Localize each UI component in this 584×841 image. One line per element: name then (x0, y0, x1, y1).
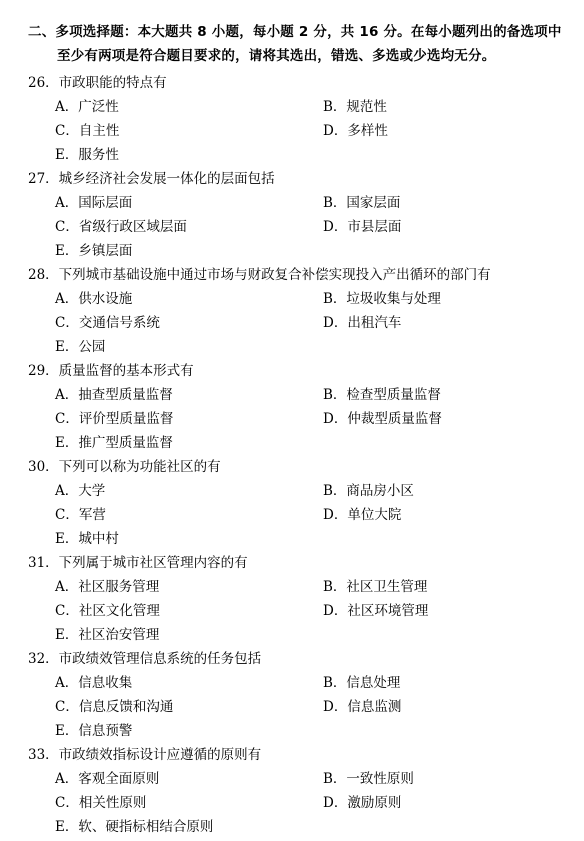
option-e: E．信息预警 (55, 723, 133, 739)
question-stem: 26．市政职能的特点有 (28, 75, 167, 91)
option-a: A．社区服务管理 (55, 579, 160, 595)
option-b: B．一致性原则 (323, 771, 414, 787)
question-31 (0, 553, 584, 649)
option-d: D．多样性 (323, 123, 388, 139)
option-d: D．仲裁型质量监督 (323, 411, 442, 427)
option-b: B．检查型质量监督 (323, 387, 441, 403)
option-e: E．公园 (55, 339, 106, 355)
question-stem: 32．市政绩效管理信息系统的任务包括 (28, 651, 262, 667)
option-b: B．信息处理 (323, 675, 401, 691)
option-d: D．市县层面 (323, 219, 402, 235)
section-header-line-1: 二、多项选择题：本大题共 8 小题，每小题 2 分，共 16 分。在每小题列出的备选项中 (28, 24, 562, 40)
question-27 (0, 169, 584, 265)
option-e: E．城中村 (55, 531, 119, 547)
question-stem: 30．下列可以称为功能社区的有 (28, 459, 221, 475)
option-e: E．推广型质量监督 (55, 435, 173, 451)
option-e: E．服务性 (55, 147, 119, 163)
option-b: B．垃圾收集与处理 (323, 291, 441, 307)
section-header-line-2: 至少有两项是符合题目要求的，请将其选出，错选、多选或少选均无分。 (57, 48, 496, 64)
option-b: B．国家层面 (323, 195, 401, 211)
option-b: B．规范性 (323, 99, 387, 115)
option-c: C．省级行政区域层面 (55, 219, 187, 235)
option-a: A．抽查型质量监督 (55, 387, 173, 403)
option-a: A．信息收集 (55, 675, 133, 691)
question-stem: 31．下列属于城市社区管理内容的有 (28, 555, 248, 571)
question-stem: 27．城乡经济社会发展一体化的层面包括 (28, 171, 275, 187)
option-c: C．社区文化管理 (55, 603, 160, 619)
question-29 (0, 361, 584, 457)
option-e: E．社区治安管理 (55, 627, 160, 643)
option-c: C．相关性原则 (55, 795, 147, 811)
question-stem: 33．市政绩效指标设计应遵循的原则有 (28, 747, 262, 763)
option-b: B．社区卫生管理 (323, 579, 428, 595)
option-d: D．单位大院 (323, 507, 402, 523)
question-33 (0, 745, 584, 841)
option-c: C．信息反馈和沟通 (55, 699, 174, 715)
question-28 (0, 265, 584, 361)
option-a: A．客观全面原则 (55, 771, 160, 787)
option-a: A．国际层面 (55, 195, 133, 211)
option-c: C．军营 (55, 507, 106, 523)
section-header (28, 20, 576, 68)
option-e: E．乡镇层面 (55, 243, 133, 259)
option-e: E．软、硬指标相结合原则 (55, 819, 214, 835)
option-d: D．出租汽车 (323, 315, 402, 331)
question-32 (0, 649, 584, 745)
option-c: C．自主性 (55, 123, 120, 139)
option-a: A．供水设施 (55, 291, 133, 307)
question-stem: 28．下列城市基础设施中通过市场与财政复合补偿实现投入产出循环的部门有 (28, 267, 491, 283)
option-a: A．大学 (55, 483, 106, 499)
question-stem: 29．质量监督的基本形式有 (28, 363, 194, 379)
option-d: D．社区环境管理 (323, 603, 429, 619)
option-c: C．交通信号系统 (55, 315, 160, 331)
option-a: A．广泛性 (55, 99, 119, 115)
option-b: B．商品房小区 (323, 483, 414, 499)
option-d: D．信息监测 (323, 699, 402, 715)
option-d: D．激励原则 (323, 795, 402, 811)
question-26 (0, 73, 584, 169)
question-30 (0, 457, 584, 553)
option-c: C．评价型质量监督 (55, 411, 174, 427)
